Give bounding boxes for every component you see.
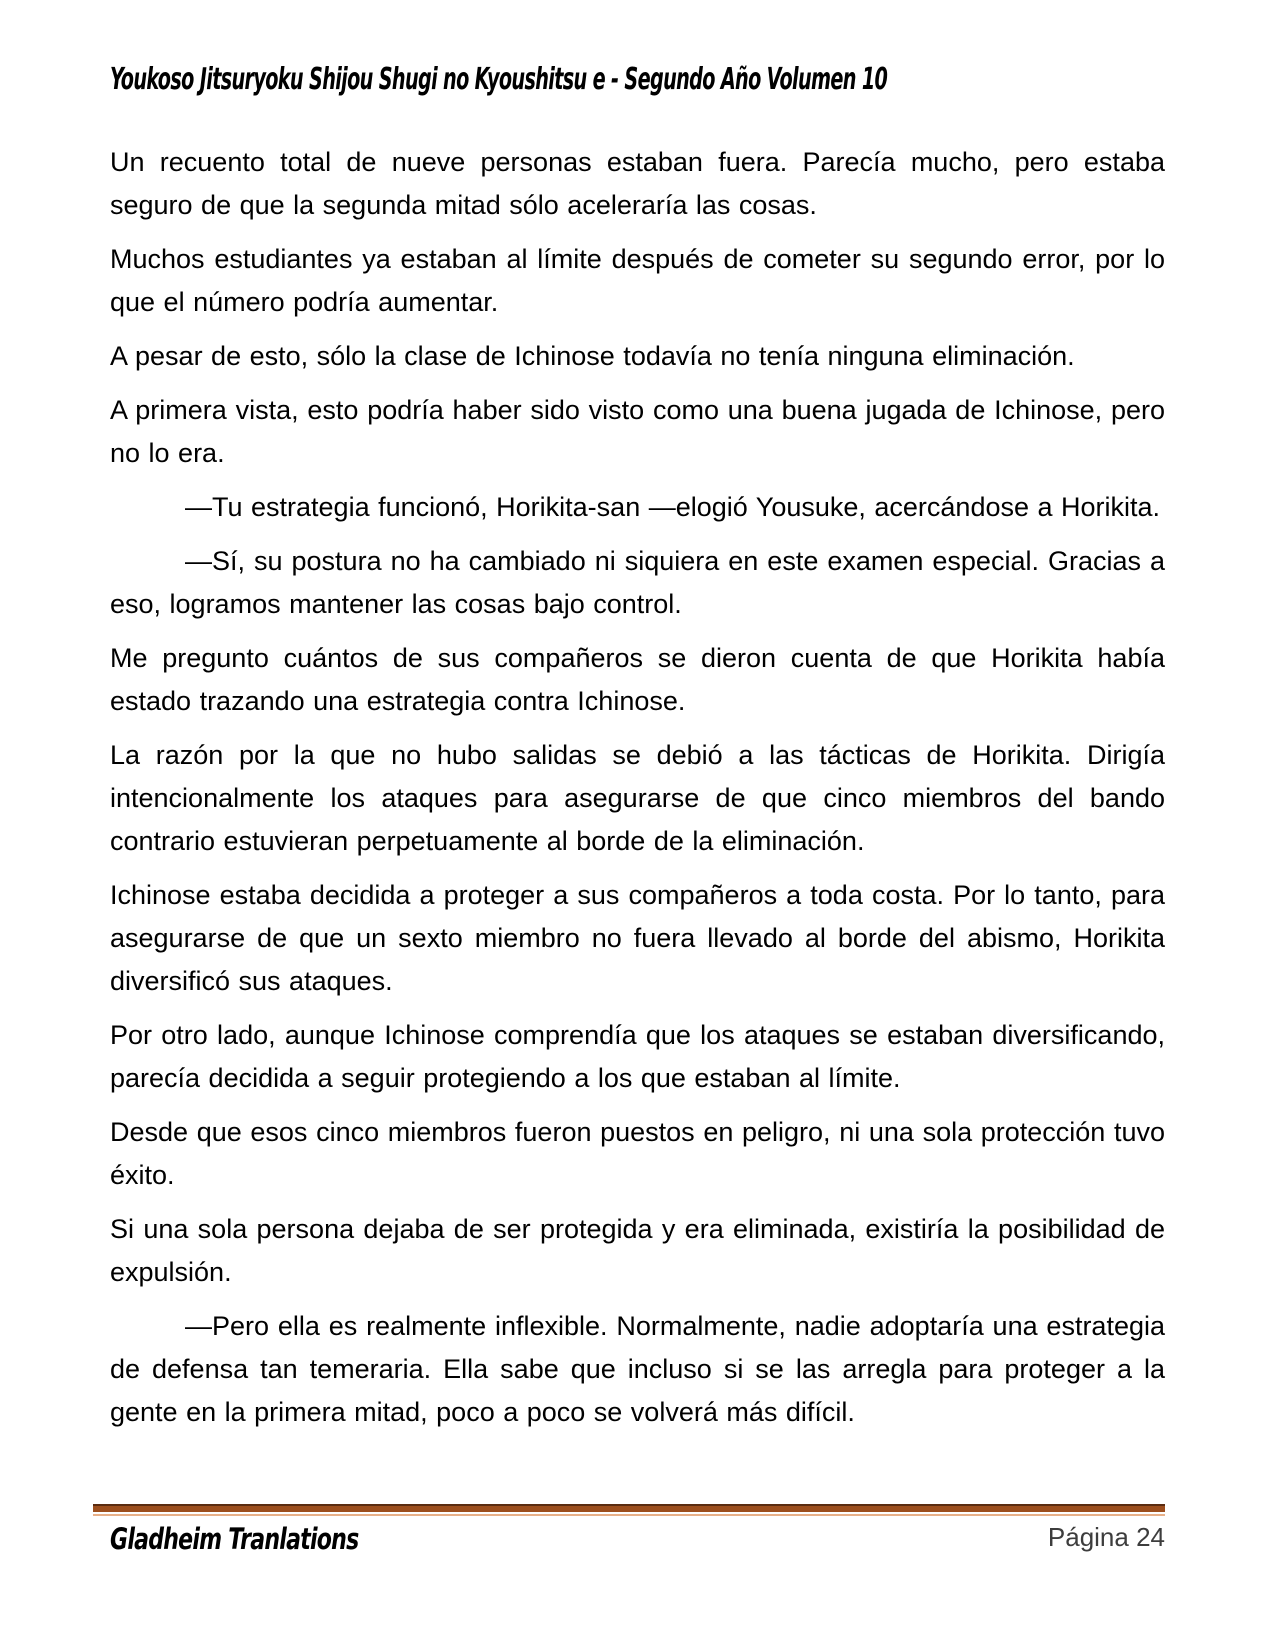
paragraph: Desde que esos cinco miembros fueron puestos en peligro, ni una sola protección tuvo éxito.	[110, 1117, 1165, 1190]
page-footer	[110, 1522, 1165, 1556]
page-header	[110, 62, 1165, 97]
paragraph: Por otro lado, aunque Ichinose comprendía que los ataques se estaban diversificando, parecía decidida a seguir protegiendo a los que estaban al límite.	[110, 1020, 1165, 1093]
footer-rule-light-line	[93, 1514, 1165, 1516]
page-title: Youkoso Jitsuryoku Shijou Shugi no Kyoushitsu e - Segundo Año Volumen 10	[110, 62, 888, 97]
footer-translator: Gladheim Tranlations	[110, 1522, 359, 1556]
body-text	[110, 141, 1165, 1445]
dialogue-paragraph: —Sí, su postura no ha cambiado ni siquiera en este examen especial. Gracias a eso, logramos mantener las cosas bajo control.	[110, 546, 1165, 619]
footer-rule	[93, 1504, 1165, 1516]
dialogue-paragraph: —Pero ella es realmente inflexible. Normalmente, nadie adoptaría una estrategia de defensa tan temeraria. Ella sabe que incluso si se las arregla para proteger a la gente en la primera mitad, poco a poco se volverá más difícil.	[110, 1311, 1165, 1427]
paragraph: Si una sola persona dejaba de ser protegida y era eliminada, existiría la posibilidad de expulsión.	[110, 1214, 1165, 1287]
footer-page-number: Página 24	[1047, 1522, 1165, 1552]
paragraph: Ichinose estaba decidida a proteger a sus compañeros a toda costa. Por lo tanto, para asegurarse de que un sexto miembro no fuera llevado al borde del abismo, Horikita diversificó sus ataques.	[110, 880, 1165, 996]
paragraph: La razón por la que no hubo salidas se debió a las tácticas de Horikita. Dirigía intencionalmente los ataques para asegurarse de que cinco miembros del bando contrario estuvieran perpetuamente al borde de la eliminación.	[110, 740, 1165, 856]
paragraph: Muchos estudiantes ya estaban al límite después de cometer su segundo error, por lo que el número podría aumentar.	[110, 244, 1165, 317]
paragraph: A pesar de esto, sólo la clase de Ichinose todavía no tenía ninguna eliminación.	[110, 341, 1075, 371]
paragraph: A primera vista, esto podría haber sido visto como una buena jugada de Ichinose, pero no lo era.	[110, 395, 1165, 468]
paragraph: Un recuento total de nueve personas estaban fuera. Parecía mucho, pero estaba seguro de que la segunda mitad sólo aceleraría las cosas.	[110, 147, 1165, 220]
paragraph: Me pregunto cuántos de sus compañeros se dieron cuenta de que Horikita había estado trazando una estrategia contra Ichinose.	[110, 643, 1165, 716]
dialogue-paragraph: —Tu estrategia funcionó, Horikita-san —elogió Yousuke, acercándose a Horikita.	[185, 492, 1161, 522]
